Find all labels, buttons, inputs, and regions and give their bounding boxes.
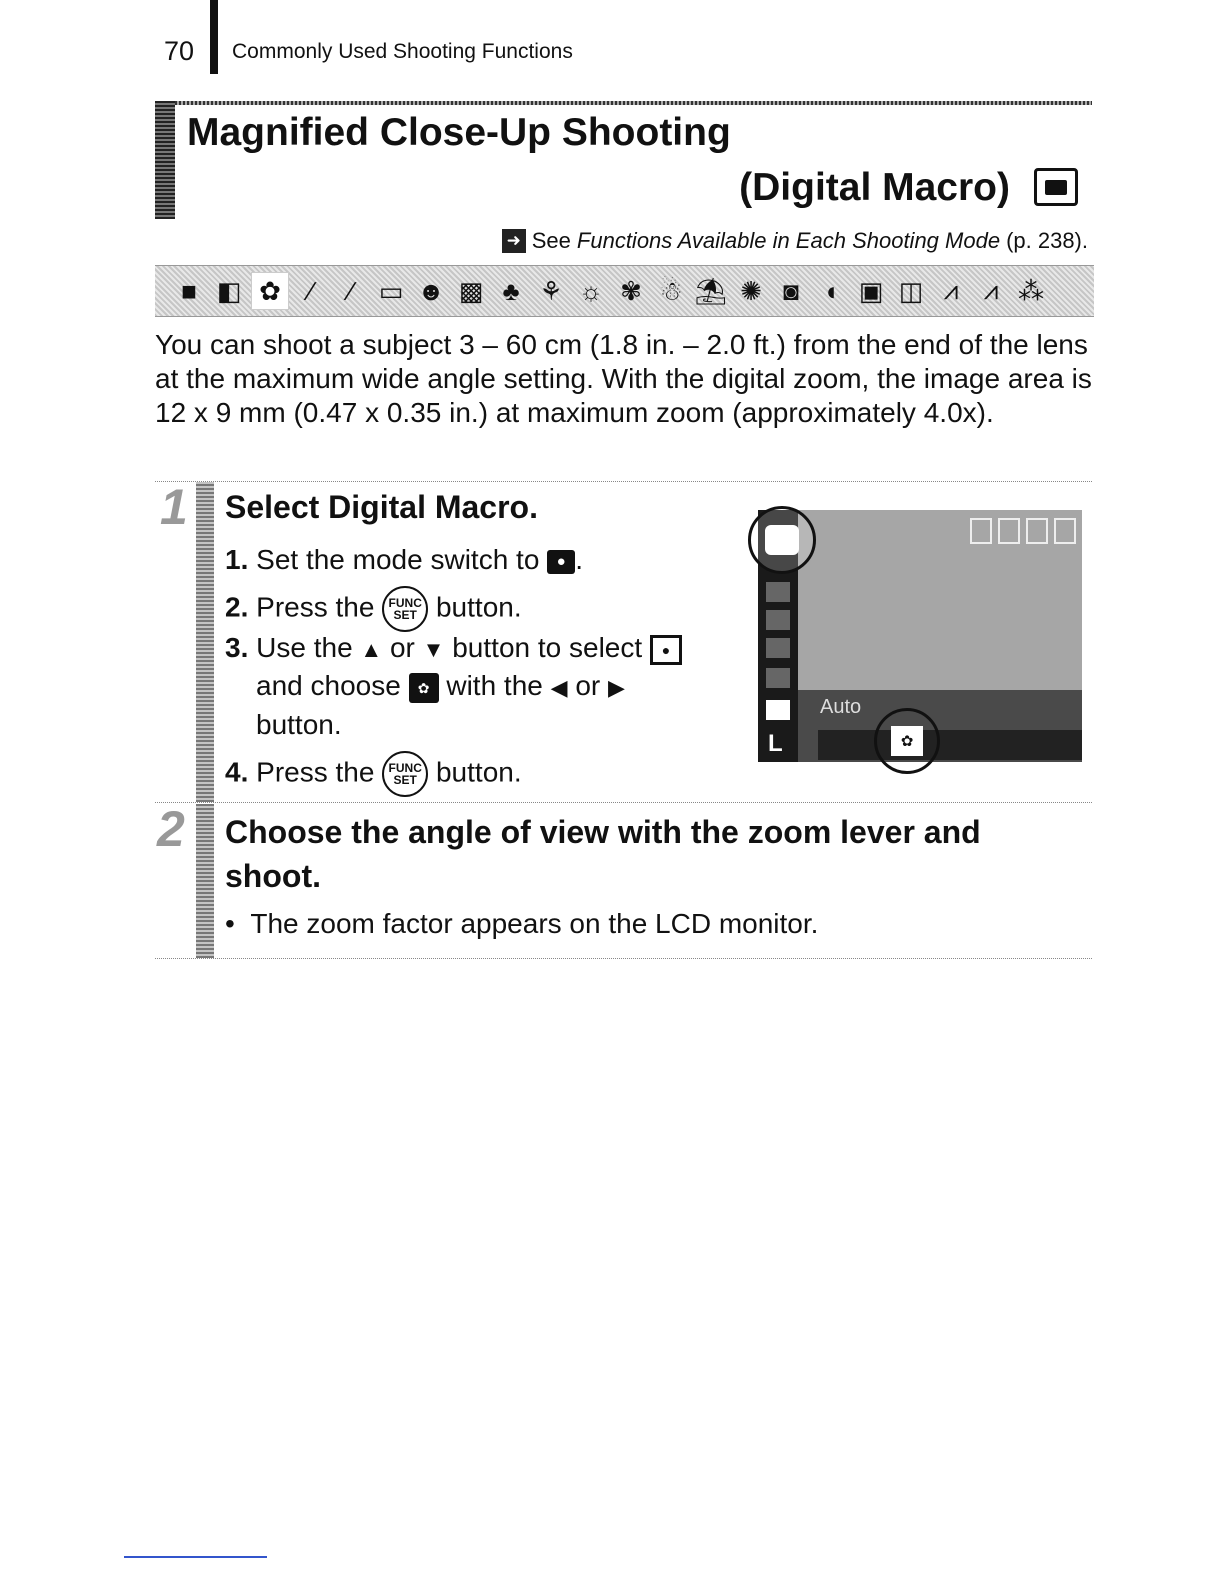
header-divider [210,0,218,74]
intro-paragraph: You can shoot a subject 3 – 60 cm (1.8 in. – 2.0 ft.) from the end of the lens at the maximum wide angle setting. With the digital zoom, the image area is 12 x 9 mm (0.47 x 0.35 in.) at maximum zoom (approximately 4.0x). [155,329,1092,428]
camera-icon: ● [547,550,575,574]
func-set-button-icon: FUNC SET [382,751,428,797]
color-swap-icon: ∕ [348,275,354,306]
step-number: 1 [160,479,188,535]
lcd-menu-item [766,610,790,630]
step-bar [196,804,214,958]
foliage-icon: ✾ [620,275,642,306]
digital-macro-icon: ✿ [409,673,439,703]
title-bar [155,101,175,219]
func-set-button-icon: FUNC SET [382,586,428,632]
lcd-mode-strip [818,730,1082,760]
underwater-icon: ◖ [823,275,839,306]
arrow-right-icon: ▶ [608,675,625,700]
camera-icon [1034,168,1078,206]
lcd-menu-item [766,582,790,602]
movie-postcard-icon: ◫ [898,275,924,306]
movie-standard-icon: ▣ [858,275,884,306]
step-title: Choose the angle of view with the zoom lever and shoot. [225,814,981,894]
mode-strip [155,265,1094,317]
stitch-icon: ▭ [378,275,404,306]
camera-icon [765,525,799,555]
instruction-3-line3: button. [256,709,342,740]
sunset-icon: ☼ [579,275,603,306]
page-number: 70 [164,36,195,66]
page-title-line1: Magnified Close-Up Shooting [187,111,731,154]
portrait-icon: ☻ [417,275,445,306]
indoor-icon: ⚘ [539,275,563,306]
movie-color-swap-icon: ⩘ [983,275,999,305]
snow-icon: ☃ [659,275,683,306]
color-accent-icon: ∕ [308,275,314,306]
lcd-status-icon [1026,518,1048,544]
aquarium-icon: ◙ [783,275,799,306]
night-icon: ▩ [458,275,484,306]
divider [155,481,1092,482]
see-prefix: See [531,228,571,253]
instruction-2: 2. Press the FUNC SET button. [225,586,522,632]
step-title: Select Digital Macro. [225,489,538,525]
instruction-4: 4. Press the FUNC SET button. [225,751,522,797]
step-bar [196,482,214,802]
manual-icon: ◧ [216,275,242,306]
page-title-line2: (Digital Macro) [739,166,1010,209]
movie-color-accent-icon: ⩘ [943,275,959,305]
divider [155,802,1092,803]
arrow-right-icon: ➜ [502,229,526,253]
camera-auto-icon: ■ [181,275,197,306]
arrow-up-icon: ▲ [360,637,383,662]
lcd-menu-item [766,700,790,720]
see-also-line [502,228,1088,254]
movie-compact-icon: ⁂ [1018,275,1044,306]
step-number: 2 [157,801,185,857]
bullet-item: • The zoom factor appears on the LCD monitor. [225,908,819,939]
highlight-circle [748,506,816,574]
see-link[interactable]: Functions Available in Each Shooting Mode [576,228,1001,253]
title-rule [155,101,1092,105]
lcd-size-label: L [768,730,783,757]
instruction-3: 3. Use the ▲ or ▼ button to select ● [225,631,682,667]
lcd-menu-item [766,668,790,688]
see-suffix: (p. 238). [1006,228,1088,253]
flash-icon [998,518,1020,544]
lcd-status-icon [1054,518,1076,544]
fireworks-icon: ✺ [740,275,762,306]
divider [155,958,1092,959]
beach-icon: ⛱ [694,275,728,306]
shooting-mode-icon: ● [650,635,682,665]
instruction-1: 1. Set the mode switch to ● . [225,544,583,575]
footer-rule [124,1556,267,1558]
lcd-menu-item [766,638,790,658]
digital-macro-icon: ✿ [251,272,289,310]
arrow-down-icon: ▼ [422,637,445,662]
section-title: Commonly Used Shooting Functions [232,40,573,63]
lcd-mode-label: Auto [820,696,862,718]
lcd-status-icon [970,518,992,544]
digital-macro-icon: ✿ [891,726,923,756]
arrow-left-icon: ◀ [550,675,568,700]
highlight-circle [874,708,940,774]
bullet-icon: • [225,908,235,939]
kids-pets-icon: ♣ [502,275,520,306]
instruction-3-line2: and choose ✿ with the ◀ or ▶ [256,670,625,701]
